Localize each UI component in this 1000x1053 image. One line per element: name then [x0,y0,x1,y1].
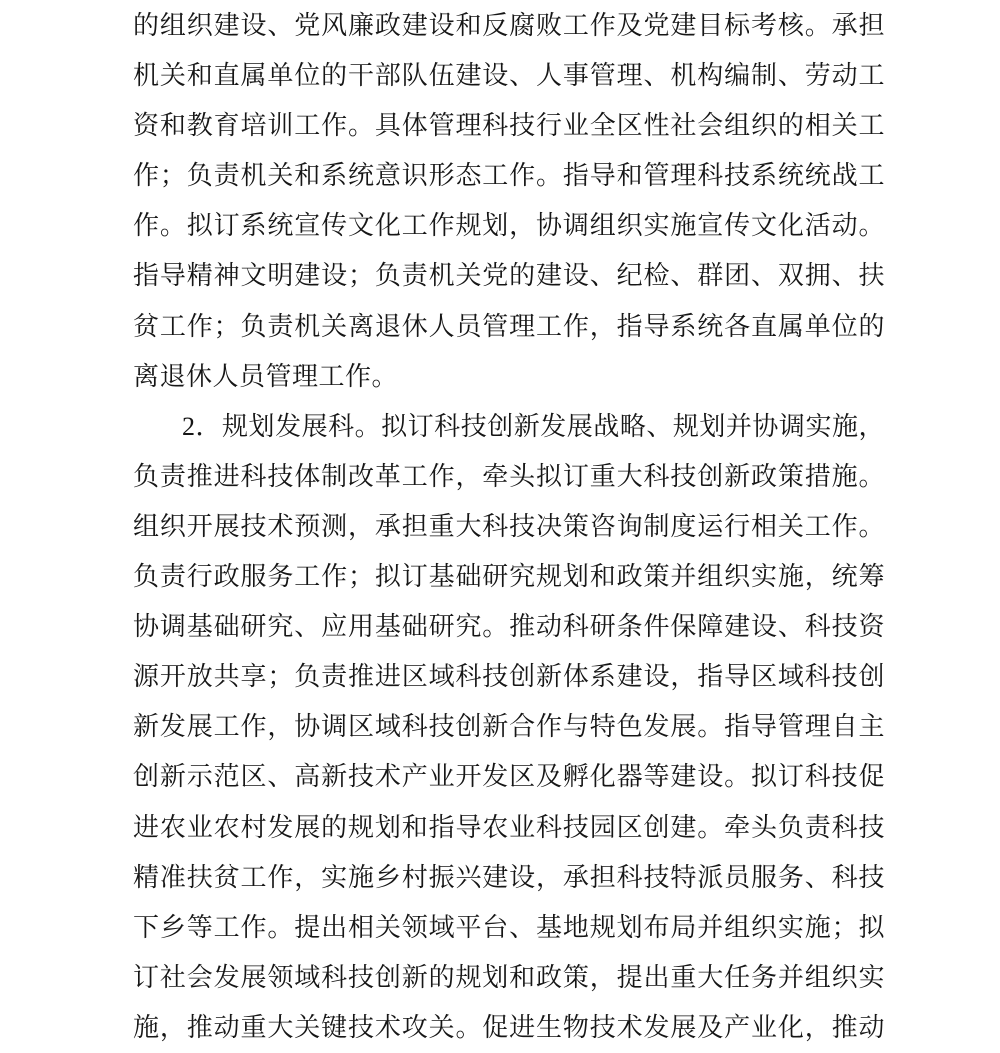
text-line: 负责行政服务工作；拟订基础研究规划和政策并组织实施，统筹 [133,562,885,592]
text-line: 离退休人员管理工作。 [133,361,399,391]
text-line: 的组织建设、党风廉政建设和反腐败工作及党建目标考核。承担 [133,11,885,40]
text-line: 新发展工作，协调区域科技创新合作与特色发展。指导管理自主 [133,712,885,742]
text-line: 贫工作；负责机关离退休人员管理工作，指导系统各直属单位的 [133,311,885,341]
text-line: 精准扶贫工作，实施乡村振兴建设，承担科技特派员服务、科技 [133,862,885,892]
text-line: 订社会发展领域科技创新的规划和政策，提出重大任务并组织实 [133,962,885,992]
text-line: 创新示范区、高新技术产业开发区及孵化器等建设。拟订科技促 [133,762,885,792]
text-line: 指导精神文明建设；负责机关党的建设、纪检、群团、双拥、扶 [133,261,885,291]
text-line: 进农业农村发展的规划和指导农业科技园区创建。牵头负责科技 [133,812,885,842]
text-line: 下乡等工作。提出相关领域平台、基地规划布局并组织实施；拟 [133,912,885,942]
text-line: 作。拟订系统宣传文化工作规划，协调组织实施宣传文化活动。 [133,211,885,241]
text-line: 负责推进科技体制改革工作，牵头拟订重大科技创新政策措施。 [133,461,885,491]
text-line: 2．规划发展科。拟订科技创新发展战略、规划并协调实施， [182,411,885,441]
document-body [133,1,885,1053]
text-line: 组织开展技术预测，承担重大科技决策咨询制度运行相关工作。 [133,511,885,541]
text-line: 协调基础研究、应用基础研究。推动科研条件保障建设、科技资 [133,612,885,642]
text-line: 施，推动重大关键技术攻关。促进生物技术发展及产业化，推动 [133,1012,885,1042]
text-line: 机关和直属单位的干部队伍建设、人事管理、机构编制、劳动工 [133,61,885,91]
text-line: 作；负责机关和系统意识形态工作。指导和管理科技系统统战工 [133,161,885,191]
text-line: 源开放共享；负责推进区域科技创新体系建设，指导区域科技创 [133,662,885,692]
text-line: 资和教育培训工作。具体管理科技行业全区性社会组织的相关工 [133,111,885,141]
